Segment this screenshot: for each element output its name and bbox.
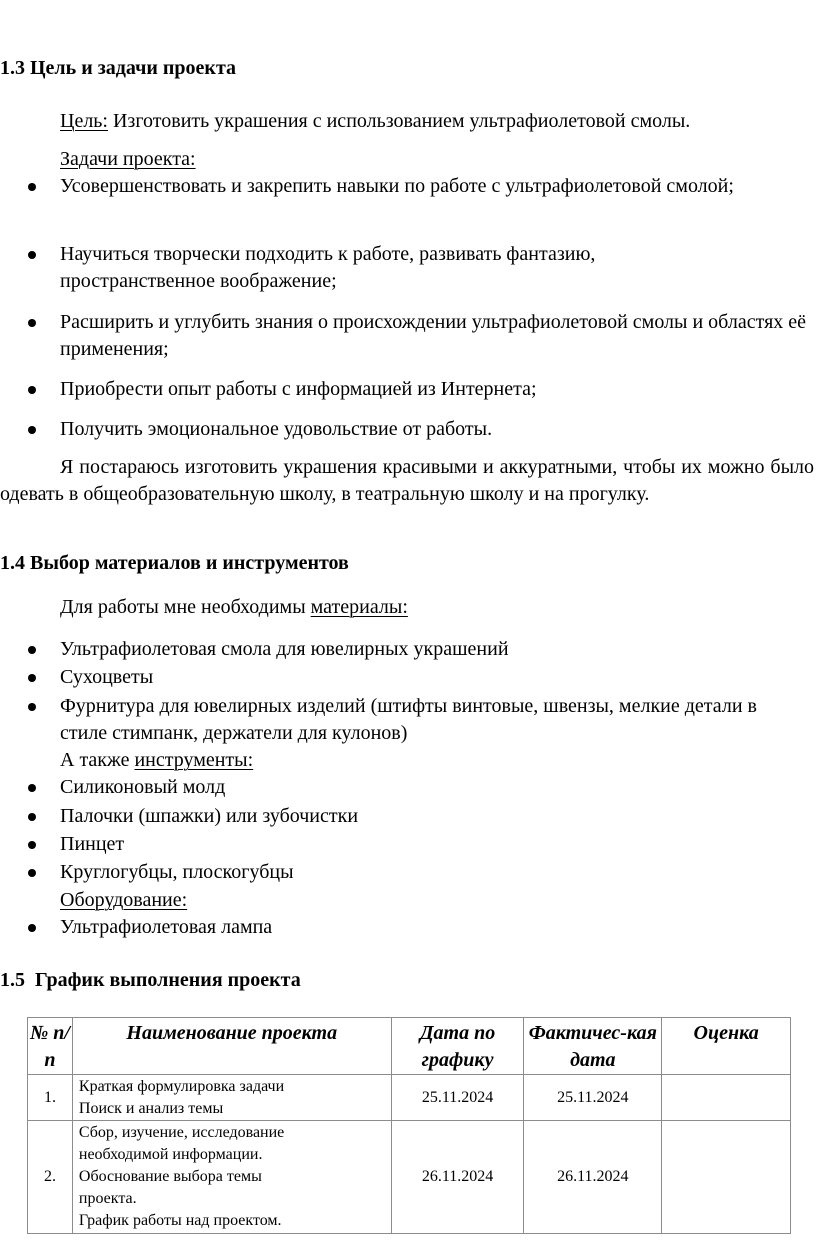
row-name-line: Поиск и анализ темы [78,1099,224,1117]
row-actual-date: 26.11.2024 [524,1121,662,1234]
row-name [72,1075,391,1121]
task-item: Получить эмоциональное удовольствие от работы. [60,418,493,440]
col-header-planned-date: Дата по графику [391,1018,524,1075]
bullet-icon [28,251,36,259]
goal-line [60,108,690,135]
task-item: Расширить и углубить знания о происхождении ультрафиолетовой смолы и областях её применения; [60,311,807,360]
section-heading-1-4: 1.4 Выбор материалов и инструментов [0,552,349,574]
goal-label: Цель: [60,110,108,132]
bullet-icon [28,924,36,932]
col-header-grade: Оценка [662,1018,791,1075]
bullet-icon [28,386,36,394]
task-item: Приобрести опыт работы с информацией из Интернета; [60,378,537,400]
tools-label: инструменты: [134,749,254,771]
tool-item: Палочки (шпажки) или зубочистки [60,805,359,827]
tool-item: Пинцет [60,833,125,855]
material-item: Сухоцветы [60,666,154,688]
materials-intro [60,594,408,621]
bullet-icon [28,841,36,849]
material-item: Фурнитура для ювелирных изделий (штифты винтовые, швензы, мелкие детали в стиле стимпанк, держатели для кулонов) [60,695,757,744]
section-heading-1-3: 1.3 Цель и задачи проекта [0,57,237,79]
task-item: Усовершенствовать и закрепить навыки по работе с ультрафиолетовой смолой; [60,175,734,197]
bullet-icon [28,426,36,434]
row-grade [662,1075,791,1121]
row-actual-date: 25.11.2024 [524,1075,662,1121]
bullet-icon [28,703,36,711]
bullet-icon [28,784,36,792]
bullet-icon [28,646,36,654]
col-header-actual-date: Фактичес-кая дата [524,1018,662,1075]
bullet-icon [28,813,36,821]
tool-item: Круглогубцы, плоскогубцы [60,861,294,883]
row-name-line: Обоснование выбора темы проекта. [78,1168,262,1207]
materials-label: материалы: [310,596,408,618]
row-name-line: Сбор, изучение, исследование необходимой информации. [78,1124,285,1163]
bullet-icon [28,674,36,682]
tools-intro [60,747,253,774]
bullet-icon [28,183,36,191]
row-number: 2. [28,1121,73,1234]
task-item: Научиться творчески подходить к работе, развивать фантазию, пространственное воображение; [60,243,596,292]
row-name-line: График работы над проектом. [78,1212,282,1229]
schedule-table [27,1017,791,1234]
row-number: 1. [28,1075,73,1121]
equipment-label: Оборудование: [60,889,188,911]
bullet-icon [28,319,36,327]
bullet-icon [28,869,36,877]
equipment-item: Ультрафиолетовая лампа [60,916,273,938]
col-header-name: Наименование проекта [72,1018,391,1075]
table-header-row [28,1018,791,1075]
intent-paragraph: Я постараюсь изготовить украшения красивыми и аккуратными, чтобы их можно было одевать в общеобразовательную школу, в театральную школу и на прогулку. [0,456,814,505]
section-heading-1-5: 1.5 График выполнения проекта [0,969,301,991]
materials-intro-text: Для работы мне необходимы [60,596,311,618]
row-name [72,1121,391,1234]
tasks-label: Задачи проекта: [60,148,196,170]
row-grade [662,1121,791,1234]
row-planned-date: 26.11.2024 [391,1121,524,1234]
tool-item: Силиконовый молд [60,776,226,798]
table-row [28,1121,791,1234]
row-planned-date: 25.11.2024 [391,1075,524,1121]
goal-text: Изготовить украшения с использованием ультрафиолетовой смолы. [107,110,691,132]
col-header-number: № п/п [28,1018,73,1075]
table-row [28,1075,791,1121]
row-name-line: Краткая формулировка задачи [78,1077,285,1095]
material-item: Ультрафиолетовая смола для ювелирных украшений [60,638,509,660]
tools-intro-text: А также [60,749,135,771]
